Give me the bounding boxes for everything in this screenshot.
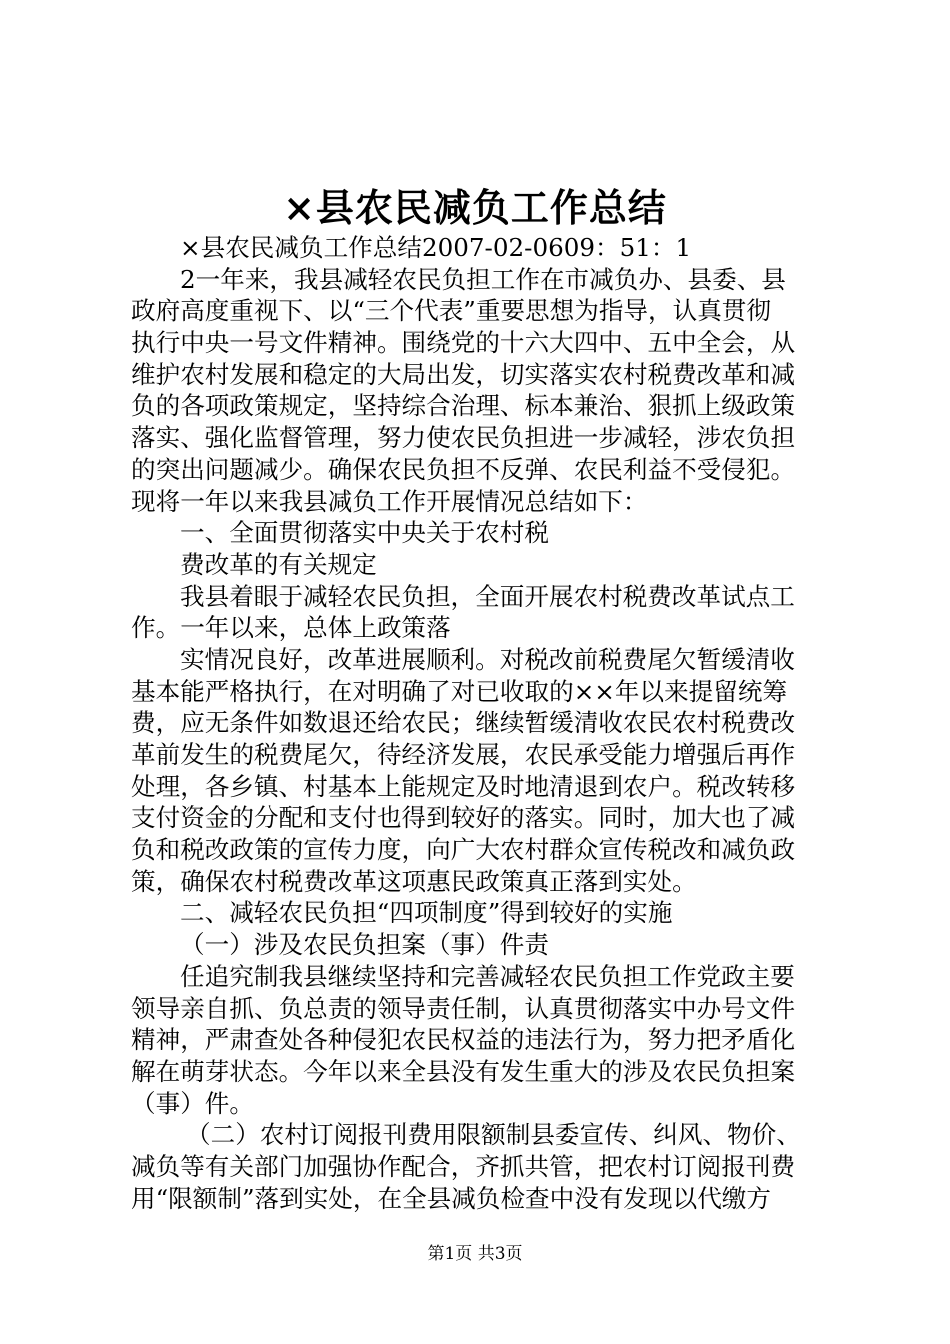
text-line: 的突出问题减少。确保农民负担不反弹、农民利益不受侵犯。 [131,454,796,484]
subsection-heading: （二）农村订阅报刊费用限额制县委宣传、纠风、物价、 [186,1120,801,1150]
text-line: 负和税改政策的宣传力度，向广大农村群众宣传税改和减负政 [131,835,796,865]
document-title: ×县农民减负工作总结 [283,185,667,230]
text-line: 维护农村发展和稳定的大局出发，切实落实农村税费改革和减 [131,359,796,389]
text-line: 策，确保农村税费改革这项惠民政策真正落到实处。 [131,866,697,896]
section-heading: 二、减轻农民负担“四项制度”得到较好的实施 [180,898,673,928]
section-heading: 费改革的有关规定 [180,549,377,579]
section-heading: 一、全面贯彻落实中央关于农村税 [180,518,549,548]
text-line: 落实、强化监督管理，努力使农民负担进一步减轻，涉农负担 [131,423,796,453]
text-line: 我县着眼于减轻农民负担，全面开展农村税费改革试点工 [180,581,795,611]
text-line: 费，应无条件如数退还给农民；继续暂缓清收农民农村税费改 [131,708,796,738]
text-line: 任追究制我县继续坚持和完善减轻农民负担工作党政主要 [180,961,795,991]
text-line: 减负等有关部门加强协作配合，齐抓共管，把农村订阅报刊费 [131,1151,796,1181]
text-line: 作。一年以来，总体上政策落 [131,613,451,643]
text-line: 解在萌芽状态。今年以来全县没有发生重大的涉及农民负担案 [131,1056,796,1086]
text-line: 支付资金的分配和支付也得到较好的落实。同时，加大也了减 [131,803,796,833]
page-number: 第1页 共3页 [427,1244,523,1264]
text-line: 现将一年以来我县减负工作开展情况总结如下： [131,486,648,516]
document-body [131,232,831,1214]
text-line: 革前发生的税费尾欠，待经济发展，农民承受能力增强后再作 [131,740,796,769]
text-line: 精神，严肃查处各种侵犯农民权益的违法行为，努力把矛盾化 [131,1025,796,1055]
text-line: 用“限额制”落到实处，在全县减负检查中没有发现以代缴方 [131,1183,771,1213]
text-line: 处理，各乡镇、村基本上能规定及时地清退到农户。税改转移 [131,771,796,801]
text-line: 负的各项政策规定，坚持综合治理、标本兼治、狠抓上级政策 [131,391,796,421]
text-line: （事）件。 [131,1088,254,1118]
text-line: ×县农民减负工作总结2007-02-0609：51：1 [180,233,692,262]
text-line: 实情况良好，改革进展顺利。对税改前税费尾欠暂缓清收 [180,644,795,674]
text-line: 领导亲自抓、负总责的领导责任制，认真贯彻落实中办号文件 [131,993,796,1023]
text-line: 执行中央一号文件精神。围绕党的十六大四中、五中全会，从 [131,328,796,358]
text-line: 2一年来，我县减轻农民负担工作在市减负办、县委、县 [180,264,786,294]
subsection-heading: （一）涉及农民负担案（事）件责 [180,930,549,960]
text-line: 政府高度重视下、以“三个代表”重要思想为指导，认真贯彻 [131,296,771,326]
text-line: 基本能严格执行，在对明确了对已收取的××年以来提留统筹 [131,676,788,706]
